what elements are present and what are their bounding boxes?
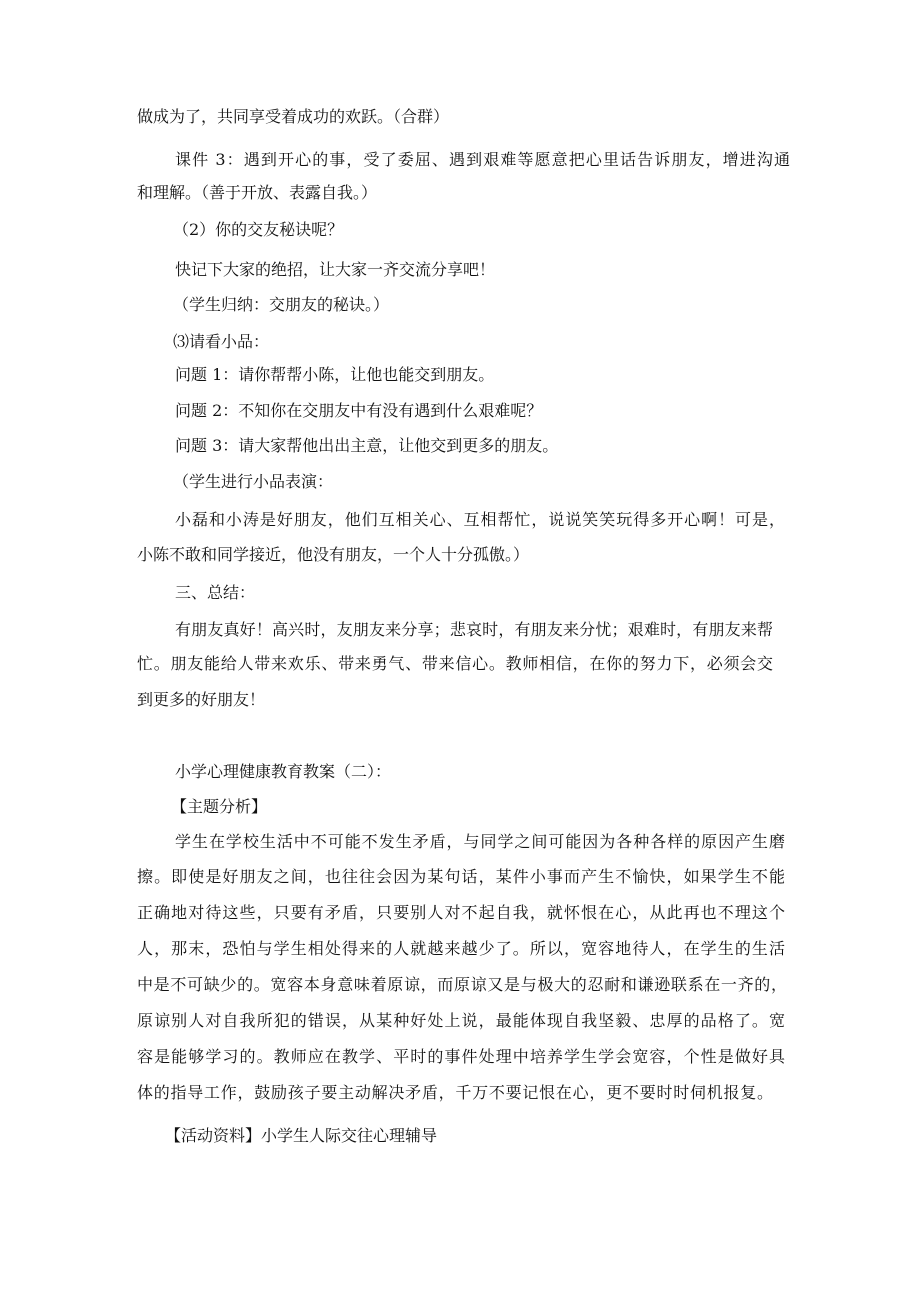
- section-heading-theme-analysis: 【主题分析】: [171, 797, 268, 816]
- text-line-12: 小磊和小涛是好朋友，他们互相关心、互相帮忙，说说笑笑玩得多开心啊！可是，: [175, 510, 785, 529]
- text-line-25: 原谅别人对自我所犯的错误，从某种好处上说，最能体现自我坚毅、忠厚的品格了。宽: [137, 1011, 785, 1030]
- text-line-8: 问题 1：请你帮帮小陈，让他也能交到朋友。: [175, 365, 495, 384]
- text-line-11: （学生进行小品表演：: [173, 472, 334, 491]
- text-line-20: 学生在学校生活中不可能不发生矛盾，与同学之间可能因为各种各样的原因产生磨: [175, 832, 785, 851]
- text-line-6: （学生归纳：交朋友的秘诀。）: [173, 295, 390, 314]
- section-heading-activity-materials: 【活动资料】小学生人际交往心理辅导: [165, 1126, 438, 1145]
- text-line-7: ⑶请看小品：: [173, 332, 270, 351]
- text-line-9: 问题 2：不知你在交朋友中有没有遇到什么艰难呢？: [175, 401, 543, 420]
- text-line-1: 做成为了，共同享受着成功的欢跃。（合群）: [137, 107, 450, 126]
- text-line-14: 三、总结：: [175, 583, 256, 602]
- text-line-10: 问题 3：请大家帮他出出主意，让他交到更多的朋友。: [175, 436, 559, 455]
- text-line-26: 容是能够学习的。教师应在教学、平时的事件处理中培养学生学会宽容，个性是做好具: [137, 1047, 785, 1066]
- text-line-23: 人，那末，恐怕与学生相处得来的人就越来越少了。所以，宽容地待人，在学生的生活: [137, 939, 785, 958]
- text-line-24: 中是不可缺少的。宽容本身意味着原谅，而原谅又是与极大的忍耐和谦逊联系在一齐的，: [137, 975, 787, 994]
- text-line-21: 擦。即使是好朋友之间，也往往会因为某句话，某件小事而产生不愉快，如果学生不能: [137, 867, 785, 886]
- text-line-4: （2）你的交友秘诀呢？: [173, 220, 344, 239]
- text-line-22: 正确地对待这些，只要有矛盾，只要别人对不起自我，就怀恨在心，从此再也不理这个: [137, 903, 785, 922]
- text-line-15: 有朋友真好！高兴时，友朋友来分享；悲哀时，有朋友来分忧；艰难时，有朋友来帮: [175, 620, 773, 639]
- text-line-27: 体的指导工作，鼓励孩子要主动解决矛盾，千万不要记恨在心，更不要时时伺机报复。: [137, 1083, 773, 1102]
- document-subtitle: 小学心理健康教育教案（二）：: [175, 762, 392, 781]
- text-line-3: 和理解。（善于开放、表露自我。）: [137, 183, 378, 202]
- text-line-2: 课件 3：遇到开心的事，受了委屈、遇到艰难等愿意把心里话告诉朋友，增进沟通: [175, 150, 790, 169]
- text-line-17: 到更多的好朋友！: [137, 690, 266, 709]
- text-line-13: 小陈不敢和同学接近，他没有朋友，一个人十分孤傲。）: [137, 545, 530, 564]
- text-line-16: 忙。朋友能给人带来欢乐、带来勇气、带来信心。教师相信，在你的努力下，必须会交: [137, 654, 773, 673]
- text-line-5: 快记下大家的绝招，让大家一齐交流分享吧！: [175, 260, 496, 279]
